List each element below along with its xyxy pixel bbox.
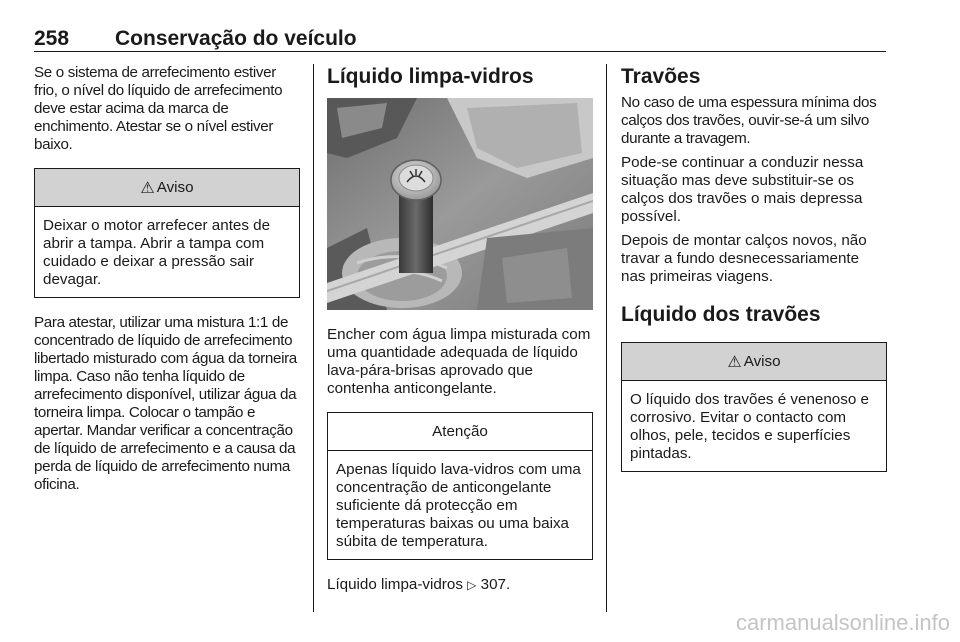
reference-text: Líquido limpa-vidros <box>327 576 463 593</box>
reference-page: 307. <box>480 576 511 593</box>
warning-text: Deixar o motor arrefecer antes de abrir a tampa. Abrir a tampa com cuidado e deixar a pressão sair devagar. <box>43 217 271 288</box>
washer-fluid-heading: Líquido limpa-vidros <box>327 65 534 88</box>
warning-triangle-icon: ⚠ <box>727 353 742 371</box>
brake-fluid-warning-title <box>622 343 886 381</box>
brake-fluid-warning-text: O líquido dos travões é venenoso e corrosivo. Evitar o contacto com olhos, pele, tecidos e superfícies pintadas. <box>630 391 869 462</box>
brakes-paragraph-1: No caso de uma espessura mínima dos calços dos travões, ouvir-se-á um silvo durante a travagem. <box>621 94 877 147</box>
washer-fill-paragraph: Encher com água limpa misturada com uma quantidade adequada de líquido lava-pára-brisas aprovado que contenha anticongelante. <box>327 326 591 397</box>
caution-box <box>327 412 593 560</box>
watermark: carmanualsonline.info <box>735 610 950 635</box>
washer-reservoir-photo <box>327 98 593 310</box>
warning-triangle-icon: ⚠ <box>140 179 155 197</box>
page-reference <box>327 576 593 594</box>
column-left <box>34 64 300 500</box>
brake-fluid-warning-body <box>622 381 886 471</box>
warning-box-title <box>35 169 299 207</box>
brakes-paragraph-3: Depois de montar calços novos, não travar a fundo desnecessariamente nas primeiras viagens. <box>621 232 867 285</box>
brakes-heading: Travões <box>621 65 701 88</box>
brake-fluid-warning-title-text: Aviso <box>743 353 781 370</box>
column-divider <box>606 64 607 612</box>
brakes-paragraph-2: Pode-se continuar a conduzir nessa situação mas deve substituir-se os calços dos travões o mais depressa possível. <box>621 154 864 225</box>
warning-box-body <box>35 207 299 297</box>
column-middle <box>327 64 593 600</box>
warning-title-text: Aviso <box>156 179 194 196</box>
warning-box <box>34 168 300 298</box>
caution-box-title: Atenção <box>328 413 592 451</box>
caution-box-body <box>328 451 592 559</box>
brake-fluid-warning-box <box>621 342 887 472</box>
chapter-title: Conservação do veículo <box>115 27 357 50</box>
brake-fluid-heading: Líquido dos travões <box>621 303 821 326</box>
page-number: 258 <box>34 27 70 50</box>
column-divider <box>313 64 314 612</box>
coolant-level-paragraph: Se o sistema de arrefecimento estiver frio, o nível do líquido de arrefecimento deve estar acima da marca de enchimento. Atestar se o nível estiver baixo. <box>34 64 283 153</box>
page-reference-arrow-icon: ▷ <box>467 578 477 592</box>
coolant-refill-paragraph: Para atestar, utilizar uma mistura 1:1 de concentrado de líquido de arrefecimento libertado misturado com água da torneira limpa. Caso não tenha líquido de arrefecimento disponível, utilizar água da torneira limpa. Colocar o tampão e apertar. Mandar verificar a concentração de líquido de arrefecimento e a causa da perda de líquido de arrefecimento numa oficina. <box>34 314 297 493</box>
caution-text: Apenas líquido lava-vidros com uma concentração de anticongelante suficiente dá protecção em temperaturas baixas ou uma baixa súbita de temperatura. <box>336 461 581 550</box>
column-right <box>621 64 887 488</box>
page-header <box>34 28 886 52</box>
